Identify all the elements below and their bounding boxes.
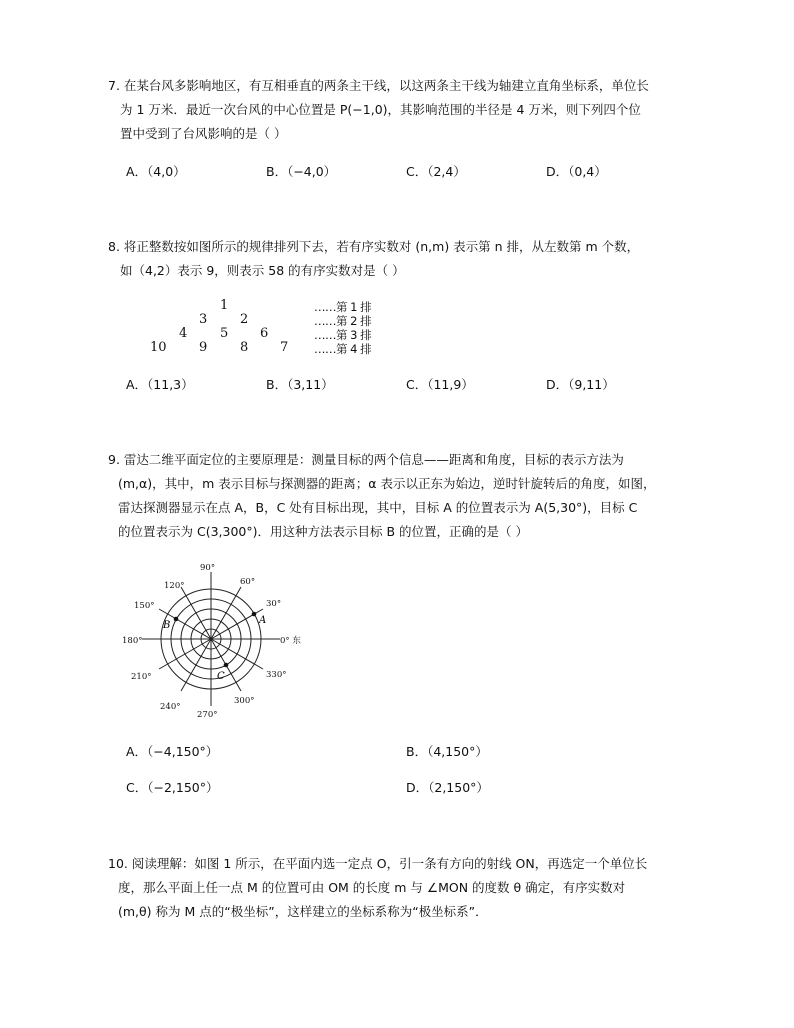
row-label: ……第 1 排 bbox=[314, 300, 372, 314]
triangle-number: 1 bbox=[220, 298, 229, 313]
q9-line-1: 9. 雷达二维平面定位的主要原理是：测量目标的两个信息——距离和角度，目标的表示方法为 bbox=[108, 452, 624, 467]
q10-line-2: 度，那么平面上任一点 M 的位置可由 OM 的长度 m 与 ∠MON 的度数 θ 确定，有序实数对 bbox=[118, 880, 626, 895]
q7-line-3: 置中受到了台风影响的是（ ） bbox=[120, 126, 287, 141]
triangle-number: 5 bbox=[220, 326, 229, 341]
row-label: ……第 3 排 bbox=[314, 328, 372, 342]
q9-line-4: 的位置表示为 C(3,300°)．用这种方法表示目标 B 的位置，正确的是（ ） bbox=[118, 524, 528, 539]
triangle-number: 6 bbox=[260, 326, 269, 341]
target-c-point bbox=[224, 663, 229, 668]
q9-option-b[interactable]: B．（4,150°） bbox=[406, 744, 488, 759]
angle-label: 270° bbox=[197, 710, 218, 720]
angle-label: 150° bbox=[134, 601, 155, 611]
row-label: ……第 2 排 bbox=[314, 314, 372, 328]
q10-line-3: (m,θ) 称为 M 点的“极坐标”，这样建立的坐标系称为“极坐标系”． bbox=[118, 904, 488, 919]
angle-label: 240° bbox=[160, 702, 181, 712]
angle-label: 60° bbox=[240, 577, 256, 587]
triangle-number: 3 bbox=[199, 312, 208, 327]
q10-line-1: 10. 阅读理解：如图 1 所示，在平面内选一定点 O，引一条有方向的射线 ON，再选定一个单位长 bbox=[108, 856, 648, 871]
angle-label: 0° 东 bbox=[280, 636, 301, 646]
angle-label: 180° bbox=[122, 636, 143, 646]
q8-option-a[interactable]: A．（11,3） bbox=[126, 377, 194, 392]
q7-option-c[interactable]: C．（2,4） bbox=[406, 164, 466, 179]
triangle-number: 2 bbox=[240, 312, 249, 327]
point-label-b: B bbox=[163, 620, 171, 631]
triangle-number: 4 bbox=[179, 326, 188, 341]
q8-option-d[interactable]: D．（9,11） bbox=[546, 377, 615, 392]
angle-label: 30° bbox=[266, 599, 282, 609]
q7-option-a[interactable]: A．（4,0） bbox=[126, 164, 186, 179]
angle-label: 90° bbox=[200, 563, 216, 573]
angle-label: 120° bbox=[164, 581, 185, 591]
q9-line-2: (m,α)，其中，m 表示目标与探测器的距离；α 表示以正东为始边，逆时针旋转后的角度，如图， bbox=[118, 476, 656, 491]
triangle-number: 8 bbox=[240, 340, 249, 355]
q9-line-3: 雷达探测器显示在点 A，B，C 处有目标出现，其中，目标 A 的位置表示为 A(5,30°)，目标 C bbox=[118, 500, 638, 515]
triangle-number: 7 bbox=[280, 340, 289, 355]
q7-option-d[interactable]: D．（0,4） bbox=[546, 164, 607, 179]
q8-option-c[interactable]: C．（11,9） bbox=[406, 377, 474, 392]
q8-option-b[interactable]: B．（3,11） bbox=[266, 377, 334, 392]
q9-option-c[interactable]: C．（−2,150°） bbox=[126, 780, 219, 795]
triangle-number: 10 bbox=[150, 340, 167, 355]
q9-option-d[interactable]: D．（2,150°） bbox=[406, 780, 489, 795]
q7-option-b[interactable]: B．（−4,0） bbox=[266, 164, 337, 179]
target-b-point bbox=[174, 617, 179, 622]
target-a-point bbox=[252, 612, 257, 617]
q7-line-2: 为 1 万米．最近一次台风的中心位置是 P(−1,0)，其影响范围的半径是 4 万米，则下列四个位 bbox=[120, 102, 641, 117]
triangle-number: 9 bbox=[199, 340, 208, 355]
q9-option-a[interactable]: A．（−4,150°） bbox=[126, 744, 219, 759]
point-label-c: C bbox=[217, 671, 225, 682]
row-label: ……第 4 排 bbox=[314, 342, 372, 356]
q8-line-1: 8. 将正整数按如图所示的规律排列下去，若有序实数对 (n,m) 表示第 n 排，从左数第 m 个数， bbox=[108, 239, 640, 254]
q8-line-2: 如（4,2）表示 9，则表示 58 的有序实数对是（ ） bbox=[120, 263, 405, 278]
angle-label: 330° bbox=[266, 670, 287, 680]
q7-line-1: 7. 在某台风多影响地区，有互相垂直的两条主干线，以这两条主干线为轴建立直角坐标系，单位长 bbox=[108, 78, 649, 93]
point-label-a: A bbox=[259, 615, 267, 626]
angle-label: 210° bbox=[131, 672, 152, 682]
radar-diagram bbox=[120, 560, 310, 725]
angle-label: 300° bbox=[234, 696, 255, 706]
